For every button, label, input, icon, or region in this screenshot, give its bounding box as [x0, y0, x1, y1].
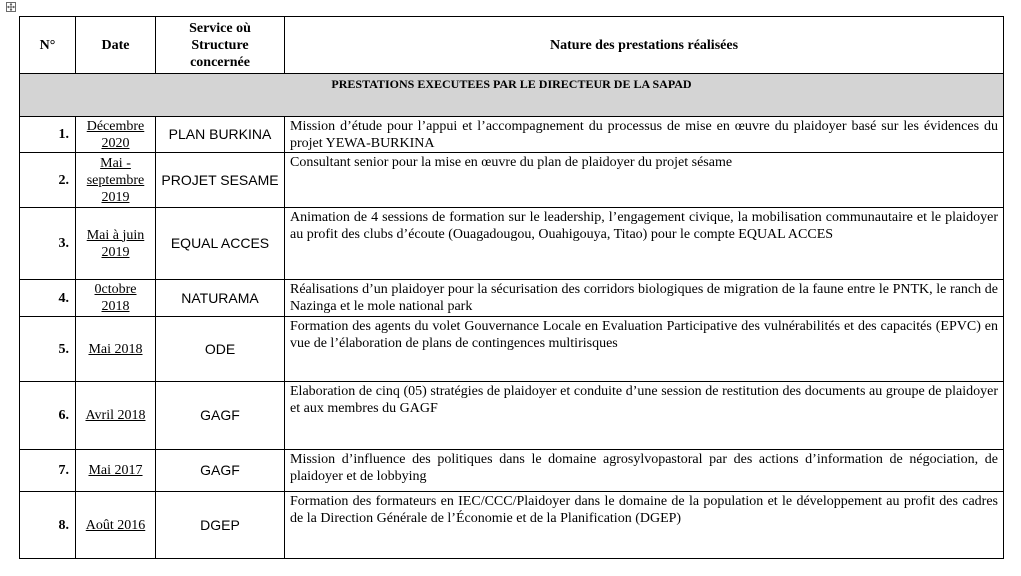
- row-number: 8.: [20, 492, 76, 559]
- row-service: ODE: [156, 317, 285, 382]
- row-date: Mai 2018: [76, 317, 156, 382]
- section-row: [20, 74, 1004, 117]
- row-nature: Elaboration de cinq (05) stratégies de plaidoyer et conduite d’une session de restitution des documents au groupe de plaidoyer et aux membres du GAGF: [285, 382, 1004, 450]
- row-nature: Formation des formateurs en IEC/CCC/Plaidoyer dans le domaine de la population et le développement au profit des cadres de la Direction Générale de l’Économie et de la Planification (DGEP): [285, 492, 1004, 559]
- row-date: Mai - septembre 2019: [76, 153, 156, 208]
- row-number: 2.: [20, 153, 76, 208]
- row-date: Décembre 2020: [76, 117, 156, 153]
- header-nature: Nature des prestations réalisées: [285, 17, 1004, 74]
- row-service: NATURAMA: [156, 280, 285, 317]
- row-nature: Consultant senior pour la mise en œuvre du plan de plaidoyer du projet sésame: [285, 153, 1004, 208]
- row-service: GAGF: [156, 382, 285, 450]
- table-move-handle-icon[interactable]: [6, 2, 16, 12]
- row-service: DGEP: [156, 492, 285, 559]
- row-service: PLAN BURKINA: [156, 117, 285, 153]
- header-row: [20, 17, 1004, 74]
- row-nature: Formation des agents du volet Gouvernance Locale en Evaluation Participative des vulnérabilités et des capacités (EPVC) en vue de l’élaboration de plans de contingences multirisques: [285, 317, 1004, 382]
- table-row: [20, 450, 1004, 492]
- table-row: [20, 382, 1004, 450]
- header-date: Date: [76, 17, 156, 74]
- row-number: 4.: [20, 280, 76, 317]
- table-row: [20, 208, 1004, 280]
- row-nature: Mission d’étude pour l’appui et l’accompagnement du processus de mise en œuvre du plaidoyer basé sur les évidences du projet YEWA-BURKINA: [285, 117, 1004, 153]
- row-number: 1.: [20, 117, 76, 153]
- row-nature: Réalisations d’un plaidoyer pour la sécurisation des corridors biologiques de migration de la faune entre le PNTK, le ranch de Nazinga et le mole national park: [285, 280, 1004, 317]
- row-service: EQUAL ACCES: [156, 208, 285, 280]
- table-row: [20, 492, 1004, 559]
- table-row: [20, 153, 1004, 208]
- section-title: PRESTATIONS EXECUTEES PAR LE DIRECTEUR DE LA SAPAD: [20, 74, 1004, 117]
- row-service: GAGF: [156, 450, 285, 492]
- move-arrows-icon: [7, 3, 15, 11]
- table-row: [20, 280, 1004, 317]
- table-row: [20, 317, 1004, 382]
- row-nature: Mission d’influence des politiques dans le domaine agrosylvopastoral par des actions d’information de négociation, de plaidoyer et de lobbying: [285, 450, 1004, 492]
- row-date: Avril 2018: [76, 382, 156, 450]
- row-date: 0ctobre 2018: [76, 280, 156, 317]
- row-nature: Animation de 4 sessions de formation sur le leadership, l’engagement civique, la mobilisation communautaire et le plaidoyer au profit des clubs d’écoute (Ouagadougou, Ouahigouya, Titao) pour le compte EQUAL ACCES: [285, 208, 1004, 280]
- prestations-table: [19, 16, 1004, 559]
- row-number: 7.: [20, 450, 76, 492]
- row-date: Mai 2017: [76, 450, 156, 492]
- row-date: Août 2016: [76, 492, 156, 559]
- row-number: 5.: [20, 317, 76, 382]
- header-service: Service où Structure concernée: [156, 17, 285, 74]
- row-service: PROJET SESAME: [156, 153, 285, 208]
- row-date: Mai à juin 2019: [76, 208, 156, 280]
- table-row: [20, 117, 1004, 153]
- header-num: N°: [20, 17, 76, 74]
- row-number: 6.: [20, 382, 76, 450]
- row-number: 3.: [20, 208, 76, 280]
